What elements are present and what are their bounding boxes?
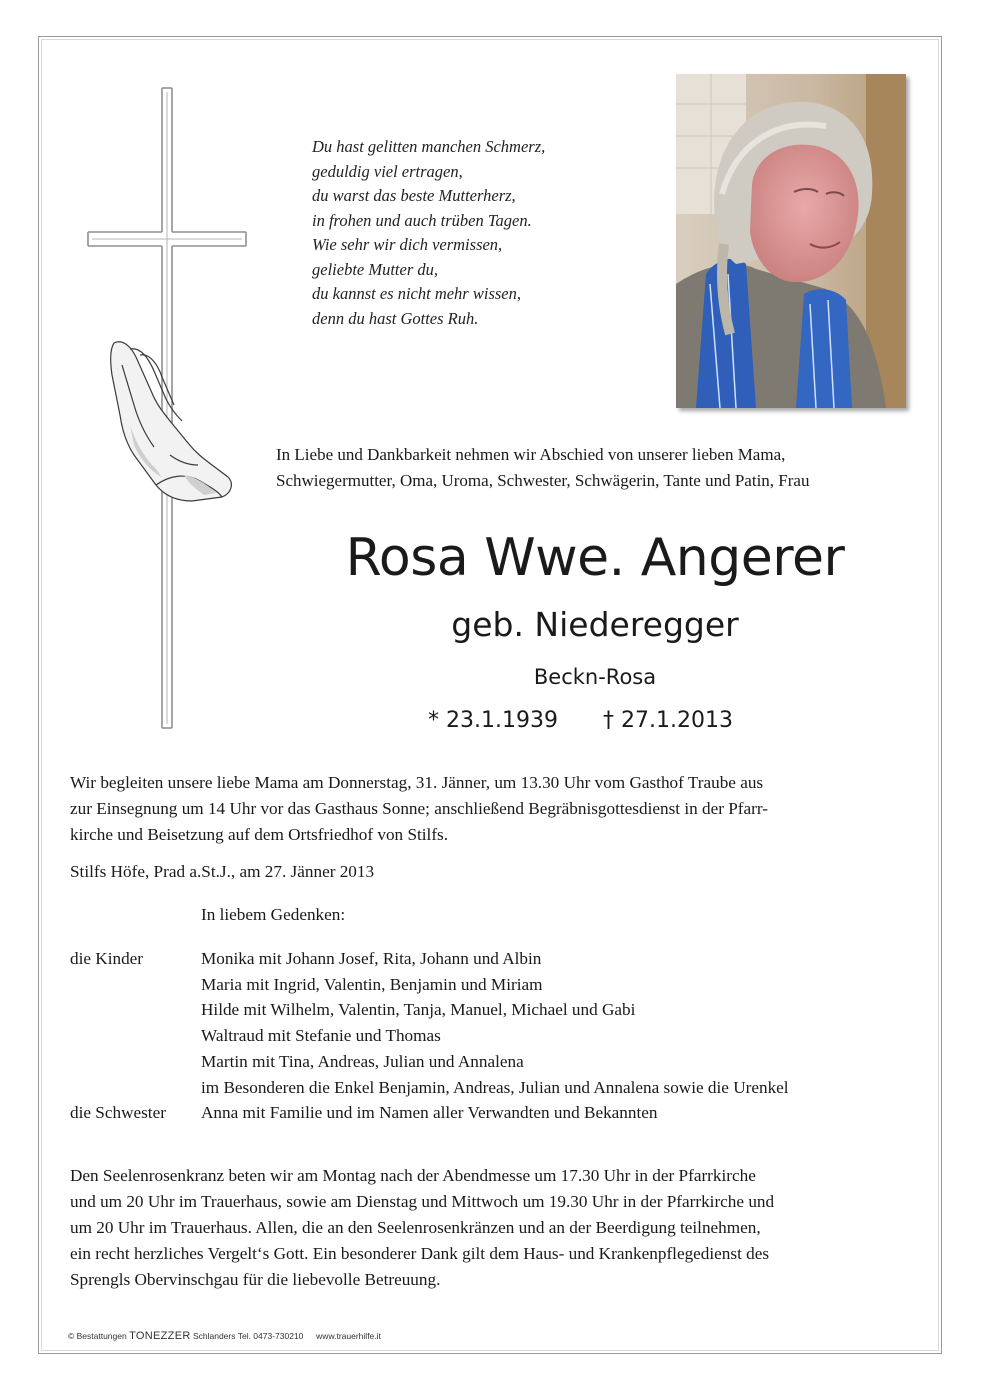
family-line: im Besonderen die Enkel Benjamin, Andreas, Julian und Annalena sowie die Urenkel (201, 1077, 789, 1097)
paragraph-line: und um 20 Uhr im Trauerhaus, sowie am Dienstag und Mittwoch um 19.30 Uhr in der Pfarrkirche und (70, 1192, 775, 1211)
family-group (70, 946, 930, 1100)
place-date: Stilfs Höfe, Prad a.St.J., am 27. Jänner 2013 (70, 862, 375, 881)
family-group (70, 1100, 930, 1126)
birth-date: * 23.1.1939 (428, 708, 558, 733)
intro-line: Schwiegermutter, Oma, Uroma, Schwester, Schwägerin, Tante und Patin, Frau (276, 471, 810, 490)
family-line: Anna mit Familie und im Namen aller Verwandten und Bekannten (201, 1103, 658, 1123)
family-line: Monika mit Johann Josef, Rita, Johann und Albin (201, 949, 542, 968)
portrait-photo (676, 74, 906, 408)
poem-line: denn du hast Gottes Ruh. (312, 308, 479, 328)
paragraph-line: Sprengls Obervinschgau für die liebevolle Betreuung. (70, 1270, 441, 1289)
family-line: Martin mit Tina, Andreas, Julian und Annalena (201, 1051, 524, 1071)
poem-line: geduldig viel ertragen, (312, 161, 463, 181)
poem-line: geliebte Mutter du, (312, 259, 439, 279)
relation-names (201, 1100, 657, 1126)
funeral-paragraph (70, 770, 914, 848)
footer-town: Schlanders (192, 1331, 236, 1341)
relation-label: die Schwester (70, 1103, 166, 1123)
poem-line: Du hast gelitten manchen Schmerz, (312, 137, 546, 156)
death-date: † 27.1.2013 (603, 708, 733, 733)
paragraph-line: Wir begleiten unsere liebe Mama am Donnerstag, 31. Jänner, um 13.30 Uhr vom Gasthof Traube aus (70, 773, 764, 792)
nickname: Beckn-Rosa (533, 665, 657, 689)
poem (312, 135, 652, 331)
family-list (70, 946, 930, 1126)
paragraph-line: ein recht herzliches Vergelt‘s Gott. Ein besonderer Dank gilt dem Haus- und Krankenpflegedienst des (70, 1244, 770, 1263)
footer-brand: TONEZZER (129, 1330, 191, 1342)
memory-heading: In liebem Gedenken: (201, 905, 346, 924)
relation-label: die Kinder (70, 949, 144, 968)
poem-line: in frohen und auch trüben Tagen. (312, 210, 532, 230)
poem-line: du warst das beste Mutterherz, (312, 186, 516, 205)
family-line: Hilde mit Wilhelm, Valentin, Tanja, Manuel, Michael und Gabi (201, 1000, 636, 1020)
family-line: Maria mit Ingrid, Valentin, Benjamin und Miriam (201, 974, 543, 994)
footer (68, 1330, 381, 1342)
paragraph-line: zur Einsegnung um 14 Uhr vor das Gasthaus Sonne; anschließend Begräbnisgottesdienst in der Pfarr- (70, 799, 768, 818)
poem-line: Wie sehr wir dich vermissen, (312, 235, 503, 254)
poem-line: du kannst es nicht mehr wissen, (312, 284, 521, 303)
paragraph-line: kirche und Beisetzung auf dem Ortsfriedhof von Stilfs. (70, 825, 449, 844)
paragraph-line: um 20 Uhr im Trauerhaus. Allen, die an den Seelenrosenkränzen und an der Beerdigung teilnehmen, (70, 1218, 761, 1237)
paragraph-line: Den Seelenrosenkranz beten wir am Montag nach der Abendmesse um 17.30 Uhr in der Pfarrkirche (70, 1166, 756, 1185)
intro-line: In Liebe und Dankbarkeit nehmen wir Abschied von unserer lieben Mama, (276, 445, 786, 464)
praying-hands-icon (100, 335, 240, 505)
birth-name: geb. Niederegger (451, 605, 739, 644)
footer-phone: Tel. 0473-730210 (237, 1331, 304, 1341)
footer-website[interactable]: www.trauerhilfe.it (316, 1331, 381, 1341)
footer-prefix: © Bestattungen (68, 1331, 127, 1341)
intro-text (276, 442, 916, 494)
deceased-name: Rosa Wwe. Angerer (345, 528, 845, 588)
family-line: Waltraud mit Stefanie und Thomas (201, 1026, 441, 1046)
rosary-paragraph (70, 1163, 914, 1293)
relation-names (201, 946, 789, 1100)
